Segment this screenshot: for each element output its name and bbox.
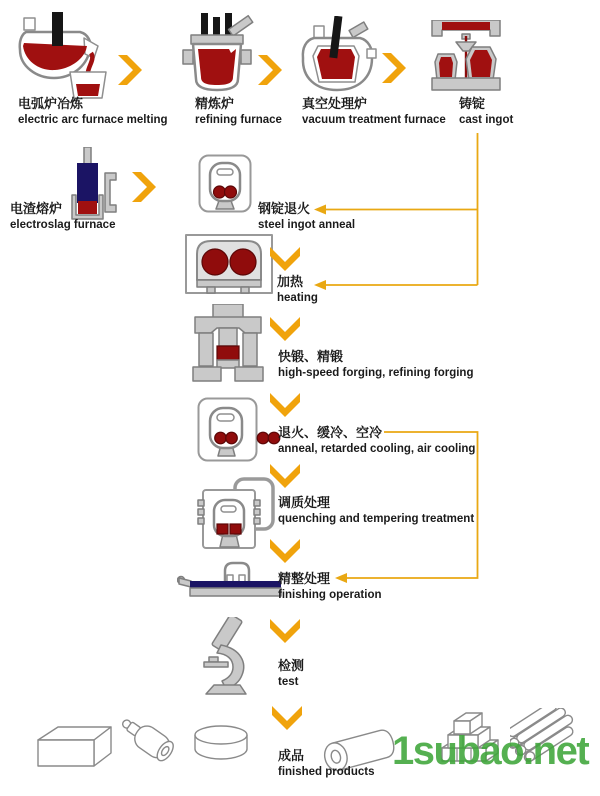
label-quenching-tempering: 调质处理 quenching and tempering treatment	[278, 495, 475, 525]
label-refining-furnace: 精炼炉 refining furnace	[195, 96, 282, 126]
label-electroslag-furnace: 电渣熔炉 electroslag furnace	[10, 201, 116, 231]
label-vacuum-treatment-furnace: 真空处理炉 vacuum treatment furnace	[302, 96, 446, 126]
label-forging: 快锻、精锻 high-speed forging, refining forging	[278, 349, 474, 379]
watermark: 1subao.net	[392, 729, 589, 773]
label-heating: 加热 heating	[277, 274, 318, 304]
label-finishing-operation: 精整处理 finishing operation	[278, 571, 382, 601]
label-cast-ingot: 铸锭 cast ingot	[459, 96, 514, 126]
label-test: 检测 test	[278, 658, 305, 688]
label-finished-products: 成品 finished products	[278, 748, 375, 778]
label-cooling: 退火、缓冷、空冷 anneal, retarded cooling, air cooling	[278, 425, 476, 455]
label-steel-ingot-anneal: 钢锭退火 steel ingot anneal	[258, 201, 356, 231]
label-electric-arc-furnace-melting: 电弧炉冶炼 electric arc furnace melting	[18, 96, 168, 126]
